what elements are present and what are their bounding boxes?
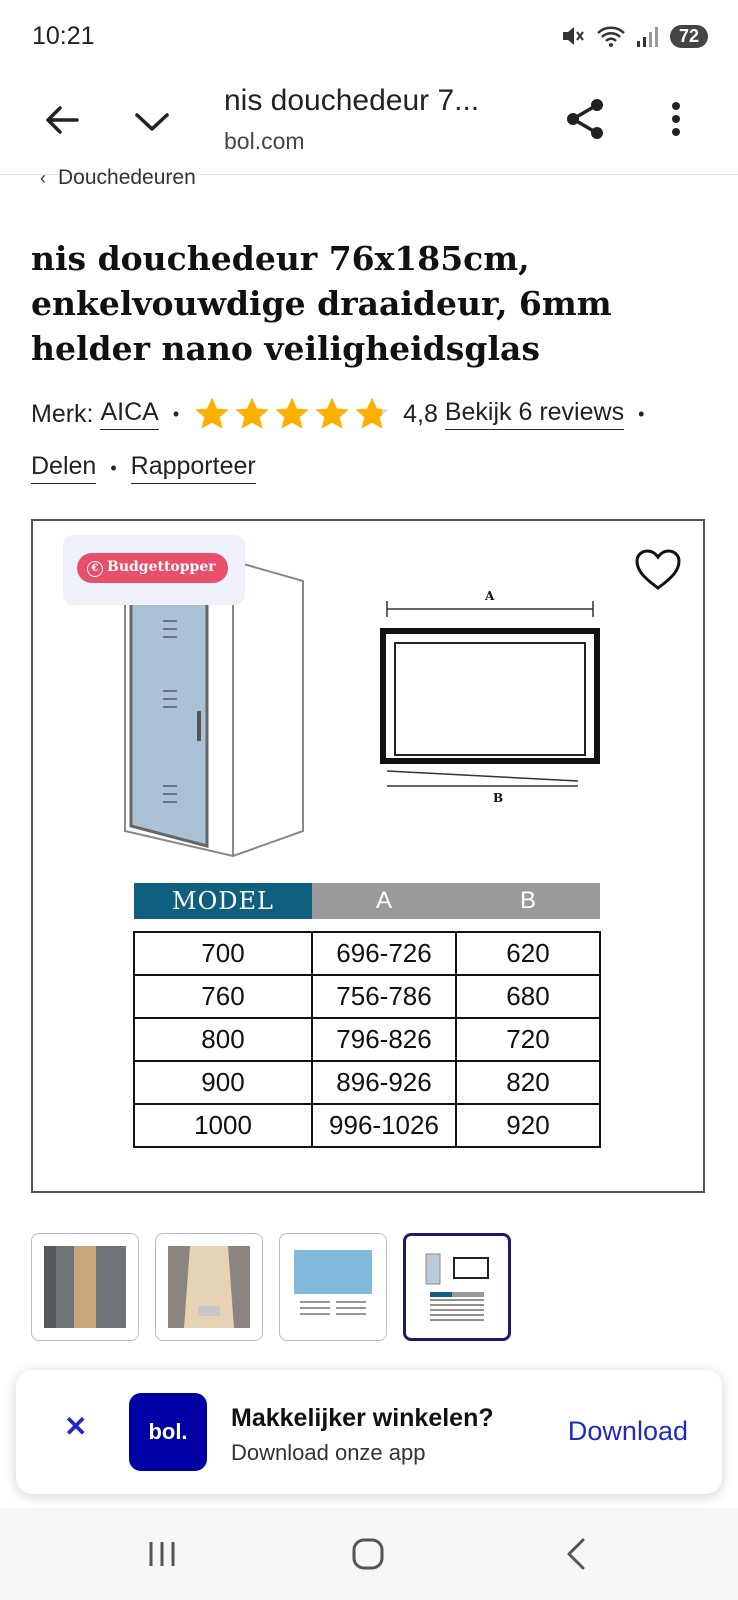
table-header: A — [312, 883, 456, 919]
app-download-banner — [16, 1370, 722, 1494]
diagram-label-b: B — [493, 791, 504, 805]
table-cell: 896-926 — [312, 1061, 456, 1104]
table-cell: 620 — [456, 932, 600, 975]
brand-prefix: Merk: — [31, 399, 94, 428]
badge-label: Budgettopper — [107, 559, 216, 575]
back-nav-icon[interactable] — [554, 1532, 598, 1576]
wifi-icon — [596, 24, 626, 48]
badge-icon: € — [87, 561, 103, 577]
more-vert-icon[interactable] — [656, 96, 696, 142]
table-row — [134, 1061, 600, 1104]
dimension-table — [133, 883, 601, 1148]
product-actions — [31, 452, 256, 484]
table-row — [134, 975, 600, 1018]
home-icon[interactable] — [346, 1532, 390, 1576]
product-image[interactable] — [31, 519, 705, 1193]
thumbnail-strip — [31, 1233, 511, 1341]
reviews-link[interactable]: Bekijk 6 reviews — [445, 398, 624, 430]
table-row — [134, 932, 600, 975]
table-spacer — [134, 919, 600, 932]
table-cell: 996-1026 — [312, 1104, 456, 1147]
table-cell: 796-826 — [312, 1018, 456, 1061]
table-row — [134, 1018, 600, 1061]
table-header: B — [456, 883, 600, 919]
dimension-table-thumbnail — [416, 1246, 498, 1328]
shower-photo-thumbnail — [168, 1246, 250, 1328]
banner-title: Makkelijker winkelen? — [231, 1404, 494, 1432]
rating-stars — [193, 396, 391, 432]
brand-link[interactable]: AICA — [100, 398, 158, 430]
table-header-row — [134, 883, 600, 919]
status-time: 10:21 — [32, 22, 95, 50]
table-cell: 720 — [456, 1018, 600, 1061]
share-icon[interactable] — [562, 96, 608, 142]
page-title[interactable]: nis douchedeur 7... — [224, 84, 480, 117]
table-cell: 760 — [134, 975, 312, 1018]
signal-icon — [636, 24, 660, 48]
share-link[interactable]: Delen — [31, 452, 96, 484]
thumbnail-active[interactable] — [403, 1233, 511, 1341]
separator-dot: • — [638, 403, 645, 424]
shower-photo-thumbnail — [44, 1246, 126, 1328]
table-cell: 920 — [456, 1104, 600, 1147]
star-icon — [313, 396, 351, 432]
top-view-diagram — [373, 581, 613, 801]
table-cell: 680 — [456, 975, 600, 1018]
close-icon[interactable]: ✕ — [64, 1411, 88, 1442]
recent-apps-icon[interactable] — [140, 1532, 184, 1576]
table-cell: 900 — [134, 1061, 312, 1104]
table-cell: 756-786 — [312, 975, 456, 1018]
separator-dot: • — [172, 403, 180, 424]
product-title: nis douchedeur 76x185cm, enkelvouwdige draaideur, 6mm helder nano veiligheidsglas — [31, 239, 612, 368]
thumbnail[interactable] — [155, 1233, 263, 1341]
star-icon — [233, 396, 271, 432]
system-nav-bar — [0, 1508, 738, 1600]
table-header: MODEL — [134, 883, 312, 919]
url-host[interactable]: bol.com — [224, 128, 305, 154]
chevron-left-icon: ‹ — [40, 168, 46, 188]
status-icons — [560, 24, 708, 48]
status-bar — [0, 0, 738, 76]
glass-info-thumbnail — [292, 1246, 374, 1328]
table-cell: 1000 — [134, 1104, 312, 1147]
star-icon — [273, 396, 311, 432]
table-cell: 820 — [456, 1061, 600, 1104]
report-link[interactable]: Rapporteer — [131, 452, 256, 484]
badge-container — [63, 535, 245, 605]
bol-logo — [129, 1393, 207, 1471]
product-meta — [31, 396, 658, 432]
table-cell: 800 — [134, 1018, 312, 1061]
breadcrumb[interactable] — [40, 166, 196, 194]
breadcrumb-label[interactable]: Douchedeuren — [58, 166, 196, 189]
bol-logo-text: bol. — [148, 1419, 188, 1444]
thumbnail[interactable] — [279, 1233, 387, 1341]
chevron-down-icon[interactable] — [130, 100, 174, 144]
banner-subtitle: Download onze app — [231, 1440, 426, 1465]
download-button[interactable]: Download — [567, 1416, 688, 1446]
star-icon — [193, 396, 231, 432]
thumbnail[interactable] — [31, 1233, 139, 1341]
budgettopper-badge — [77, 553, 228, 583]
separator-dot: • — [110, 457, 117, 478]
table-cell: 700 — [134, 932, 312, 975]
table-cell: 696-726 — [312, 932, 456, 975]
diagram-label-a: A — [485, 589, 495, 603]
battery-indicator: 72 — [670, 25, 708, 48]
table-row — [134, 1104, 600, 1147]
favorite-heart-icon[interactable] — [635, 549, 681, 596]
rating-value: 4,8 — [403, 399, 438, 428]
star-icon — [353, 396, 391, 432]
mute-icon — [560, 24, 586, 48]
back-arrow-icon[interactable] — [40, 98, 84, 142]
